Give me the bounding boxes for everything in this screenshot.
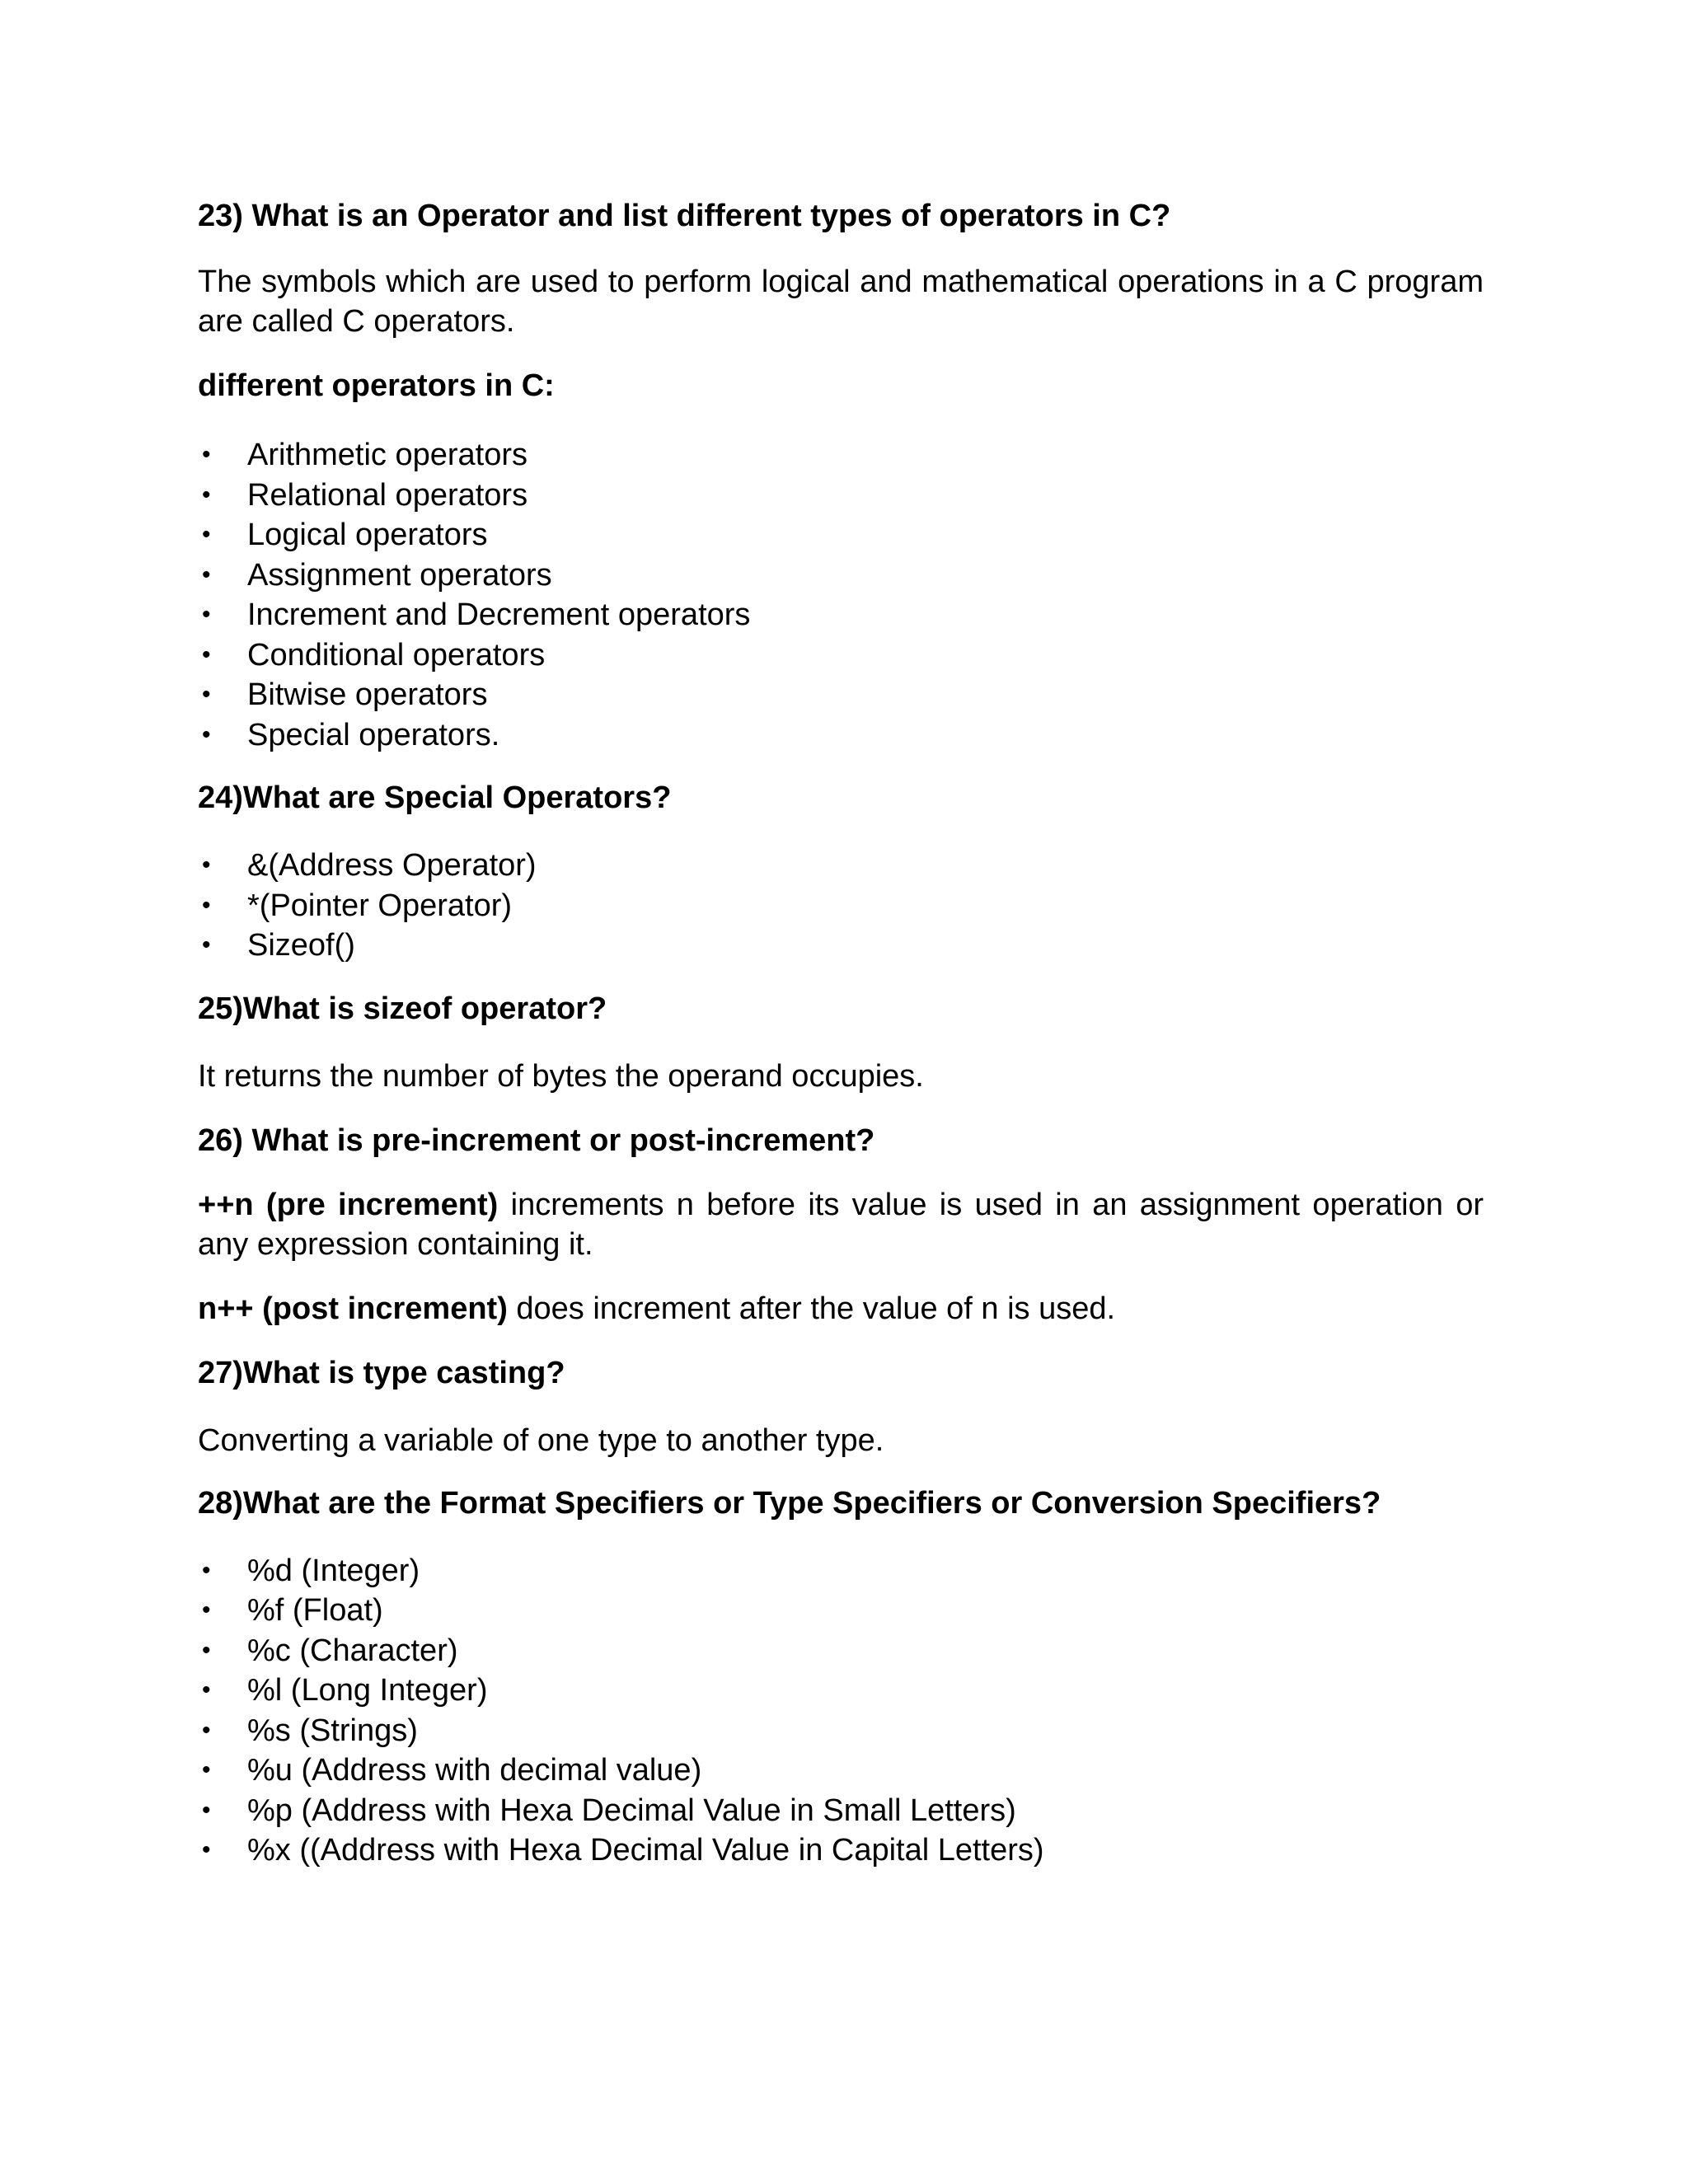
document-page bbox=[198, 196, 1484, 1871]
question-28-heading: 28)What are the Format Specifiers or Type Specifiers or Conversion Specifiers? bbox=[198, 1485, 1381, 1521]
list-item: • %d (Integer) bbox=[198, 1551, 1484, 1591]
bullet-icon: • bbox=[202, 521, 211, 548]
format-specifiers-list bbox=[198, 1551, 1484, 1871]
operator-types-list bbox=[198, 435, 1484, 755]
list-item: • %x ((Address with Hexa Decimal Value in Capital Letters) bbox=[198, 1830, 1484, 1871]
pre-increment-definition: ++n (pre increment) increments n before its value is used in an assignment operation or any expression containing it. bbox=[198, 1187, 1484, 1262]
bullet-icon: • bbox=[202, 480, 211, 509]
list-item: • Arithmetic operators bbox=[198, 435, 1484, 476]
list-item: • &(Address Operator) bbox=[198, 846, 1484, 886]
post-increment-term: n++ (post increment) bbox=[198, 1291, 508, 1326]
question-25-heading: 25)What is sizeof operator? bbox=[198, 991, 607, 1026]
bullet-icon: • bbox=[202, 1636, 211, 1664]
bullet-icon: • bbox=[202, 640, 211, 668]
bullet-icon: • bbox=[202, 931, 211, 958]
question-26-heading: 26) What is pre-increment or post-increment? bbox=[198, 1122, 875, 1158]
bullet-icon: • bbox=[202, 891, 211, 919]
bullet-icon: • bbox=[202, 1836, 211, 1863]
list-item: • Increment and Decrement operators bbox=[198, 595, 1484, 635]
question-24-heading: 24)What are Special Operators? bbox=[198, 780, 672, 815]
list-item: • Special operators. bbox=[198, 715, 1484, 756]
question-23-subheading: different operators in C: bbox=[198, 368, 555, 403]
list-item: • Logical operators bbox=[198, 515, 1484, 555]
post-increment-definition: n++ (post increment) does increment after the value of n is used. bbox=[198, 1291, 1116, 1326]
list-item: • %u (Address with decimal value) bbox=[198, 1750, 1484, 1791]
bullet-icon: • bbox=[202, 1756, 211, 1783]
bullet-icon: • bbox=[202, 1716, 211, 1744]
list-item: • Conditional operators bbox=[198, 635, 1484, 676]
bullet-icon: • bbox=[202, 1796, 211, 1824]
bullet-icon: • bbox=[202, 1596, 211, 1624]
list-item: • Relational operators bbox=[198, 476, 1484, 516]
bullet-icon: • bbox=[202, 720, 211, 748]
list-item: • *(Pointer Operator) bbox=[198, 886, 1484, 926]
bullet-icon: • bbox=[202, 441, 211, 468]
bullet-icon: • bbox=[202, 1556, 211, 1584]
list-item: • %f (Float) bbox=[198, 1591, 1484, 1631]
question-27-answer: Converting a variable of one type to another type. bbox=[198, 1422, 884, 1458]
list-item: • %c (Character) bbox=[198, 1631, 1484, 1671]
list-item: • Assignment operators bbox=[198, 555, 1484, 596]
question-23-answer: The symbols which are used to perform logical and mathematical operations in a C program are called C operators. bbox=[198, 265, 1484, 339]
question-23-heading: 23) What is an Operator and list different types of operators in C? bbox=[198, 199, 1171, 233]
list-item: • Sizeof() bbox=[198, 926, 1484, 966]
question-25-answer: It returns the number of bytes the operand occupies. bbox=[198, 1058, 924, 1094]
bullet-icon: • bbox=[202, 601, 211, 628]
bullet-icon: • bbox=[202, 1676, 211, 1704]
bullet-icon: • bbox=[202, 560, 211, 588]
list-item: • %l (Long Integer) bbox=[198, 1671, 1484, 1711]
special-operators-list bbox=[198, 846, 1484, 966]
list-item: • %p (Address with Hexa Decimal Value in Small Letters) bbox=[198, 1791, 1484, 1831]
list-item: • %s (Strings) bbox=[198, 1711, 1484, 1751]
bullet-icon: • bbox=[202, 681, 211, 708]
pre-increment-term: ++n (pre increment) bbox=[198, 1187, 499, 1222]
bullet-icon: • bbox=[202, 851, 211, 879]
list-item: • Bitwise operators bbox=[198, 675, 1484, 715]
question-27-heading: 27)What is type casting? bbox=[198, 1355, 565, 1390]
